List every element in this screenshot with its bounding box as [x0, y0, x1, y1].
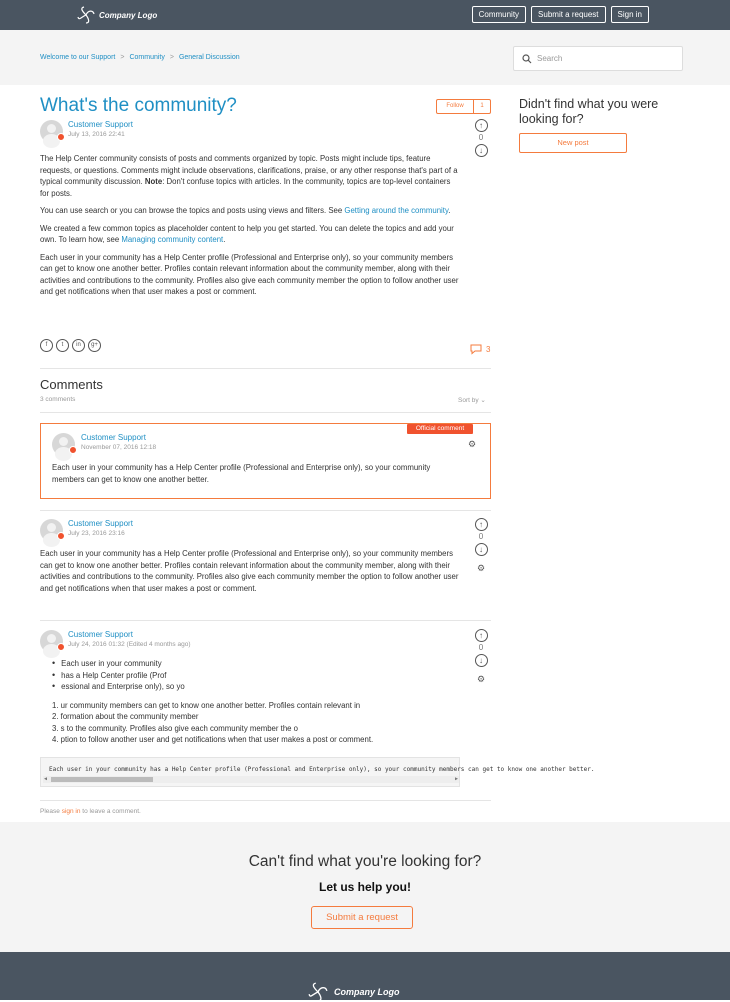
- comment-body: [52, 658, 373, 746]
- sub-header: [0, 30, 730, 85]
- horizontal-scrollbar[interactable]: [43, 776, 459, 783]
- comment-author-link[interactable]: Customer Support: [81, 433, 146, 442]
- help-heading: Can't find what you're looking for?: [248, 853, 482, 870]
- footer-bar: [0, 952, 730, 1000]
- divider: [40, 510, 491, 511]
- list-item: • Each user in your community: [52, 658, 373, 670]
- divider: [40, 800, 491, 801]
- comment-icon: [470, 344, 482, 354]
- vote-count: 0: [478, 643, 484, 652]
- breadcrumb-community-link[interactable]: Community: [129, 54, 165, 61]
- breadcrumb-topic-link[interactable]: General Discussion: [178, 54, 240, 61]
- googleplus-icon[interactable]: g+: [88, 339, 101, 352]
- new-post-button[interactable]: New post: [519, 133, 627, 153]
- comment-body: Each user in your community has a Help Center profile (Professional and Enterprise only), so your community members can get to know one another better. Profiles contain relevant information about the community member, along with their activities and contributions to the community. Profiles also give each community member the option to follow another user and get notifications when that user makes a post or comment.: [40, 549, 459, 593]
- list-item: 2. formation about the community member: [52, 712, 199, 721]
- nav-community-button[interactable]: Community: [472, 6, 526, 23]
- footer-logo-text: Company Logo: [334, 987, 400, 997]
- bullet-list: [52, 658, 373, 693]
- help-subheading: Let us help you!: [318, 880, 411, 894]
- vote-count: 0: [478, 133, 484, 142]
- post-author-link[interactable]: Customer Support: [68, 120, 133, 129]
- scrollbar-thumb[interactable]: [51, 777, 153, 782]
- comment-count-link[interactable]: [470, 344, 490, 354]
- breadcrumb-home-link[interactable]: Welcome to our Support: [40, 54, 116, 61]
- top-nav: [472, 6, 649, 23]
- logo-swirl-icon: [306, 982, 330, 1002]
- nav-sign-in-button[interactable]: Sign in: [611, 6, 649, 23]
- comment-count: 3: [486, 344, 491, 354]
- company-logo[interactable]: [76, 6, 157, 24]
- follow-button[interactable]: [436, 99, 491, 114]
- code-block[interactable]: [40, 757, 595, 787]
- agent-badge-icon: [57, 643, 65, 651]
- agent-badge-icon: [57, 532, 65, 540]
- comment-author-link[interactable]: Customer Support: [68, 519, 133, 528]
- sort-by-dropdown[interactable]: Sort by ⌄: [458, 397, 486, 404]
- header-bar: [0, 0, 730, 30]
- managing-content-link[interactable]: Managing community content: [121, 235, 224, 244]
- post-paragraph: Each user in your community has a Help Center profile (Professional and Enterprise only), so your community members can get to know one another better. Profiles contain relevant information about the community member, along with their activities and contributions to the community. Profiles also give each community member the option to follow another user and get notifications when that user makes a post or comment.: [40, 252, 459, 296]
- comment-vote: [474, 629, 488, 667]
- list-item: • essional and Enterprise only), so yo: [52, 681, 373, 693]
- post-paragraph: You can use search or you can browse the topics and posts using views and filters. See Getting around the community.: [40, 206, 451, 215]
- post-paragraph: The Help Center community consists of posts and comments organized by topic. Posts might include tips, feature requests, or questions. Comments might include observations, clarifications, praise, or any other response that's part of a typical community discussion. Note: Don't confuse topics with articles. In the community, topics are top-level containers for posts.: [40, 154, 458, 198]
- search-icon: [522, 54, 532, 64]
- footer-logo[interactable]: [306, 982, 400, 1002]
- numbered-list: [52, 700, 373, 746]
- comment-date: July 23, 2016 23:16: [68, 530, 125, 537]
- facebook-icon[interactable]: f: [40, 339, 53, 352]
- breadcrumb-separator: >: [169, 54, 174, 61]
- follow-label: Follow: [437, 100, 474, 113]
- upvote-icon[interactable]: ↑: [475, 119, 488, 132]
- comment-vote: [474, 518, 488, 556]
- gear-icon[interactable]: ⚙: [477, 674, 486, 684]
- submit-request-button[interactable]: Submit a request: [311, 906, 413, 929]
- comment-date: November 07, 2016 12:18: [81, 444, 157, 451]
- twitter-icon[interactable]: t: [56, 339, 69, 352]
- divider: [40, 412, 491, 413]
- gear-icon[interactable]: ⚙: [468, 439, 477, 449]
- logo-swirl-icon: [76, 6, 96, 24]
- linkedin-icon[interactable]: in: [72, 339, 85, 352]
- downvote-icon[interactable]: ↓: [475, 654, 488, 667]
- comments-heading: Comments: [40, 377, 103, 392]
- list-item: 1. ur community members can get to know one another better. Profiles contain relevant in: [52, 700, 361, 710]
- follow-count: 1: [480, 103, 484, 109]
- divider: [40, 368, 491, 369]
- comments-count: 3 comments: [40, 396, 76, 403]
- list-item: • has a Help Center profile (Prof: [52, 670, 373, 682]
- divider: [40, 620, 491, 621]
- upvote-icon[interactable]: ↑: [475, 518, 488, 531]
- share-links: [40, 339, 101, 352]
- sidebar-heading: Didn't find what you were looking for?: [519, 97, 659, 126]
- downvote-icon[interactable]: ↓: [475, 543, 488, 556]
- post-body: [40, 153, 460, 304]
- vote-count: 0: [478, 532, 484, 541]
- comment-date: July 24, 2016 01:32 (Edited 4 months ago): [68, 641, 191, 648]
- list-item: 4. ption to follow another user and get notifications when that user makes a post or comment.: [52, 735, 374, 744]
- post-date: July 13, 2016 22:41: [68, 131, 125, 138]
- downvote-icon[interactable]: ↓: [475, 144, 488, 157]
- search-box[interactable]: [513, 46, 683, 71]
- code-text: Each user in your community has a Help Center profile (Professional and Enterprise only), so your community members can get to know one another better.: [49, 766, 595, 773]
- breadcrumb: [40, 54, 240, 61]
- upvote-icon[interactable]: ↑: [475, 629, 488, 642]
- sign-in-prompt: Please sign in to leave a comment.: [40, 808, 141, 815]
- comment-author-link[interactable]: Customer Support: [68, 630, 133, 639]
- help-footer: [0, 822, 730, 952]
- page-title: What's the community?: [40, 95, 237, 116]
- search-input[interactable]: [537, 54, 677, 63]
- list-item: 3. s to the community. Profiles also give each community member the o: [52, 723, 298, 733]
- post-paragraph: We created a few common topics as placeholder content to help you get started. You can delete the topics and add your own. To learn how, see Managing community content.: [40, 223, 454, 244]
- gear-icon[interactable]: ⚙: [477, 563, 486, 573]
- agent-badge-icon: [69, 446, 77, 454]
- post-vote: [474, 119, 488, 157]
- scroll-left-icon[interactable]: ◀: [44, 776, 48, 782]
- sign-in-link[interactable]: sign in: [61, 808, 81, 815]
- getting-around-link[interactable]: Getting around the community: [344, 206, 449, 215]
- comment-body: Each user in your community has a Help Center profile (Professional and Enterprise only), so your community members can get to know one another better.: [52, 463, 431, 484]
- nav-submit-request-button[interactable]: Submit a request: [531, 6, 605, 23]
- logo-text: Company Logo: [99, 10, 158, 20]
- official-comment-badge: Official comment: [407, 424, 473, 434]
- breadcrumb-separator: >: [120, 54, 125, 61]
- scroll-right-icon[interactable]: ▶: [454, 776, 458, 782]
- agent-badge-icon: [57, 133, 65, 141]
